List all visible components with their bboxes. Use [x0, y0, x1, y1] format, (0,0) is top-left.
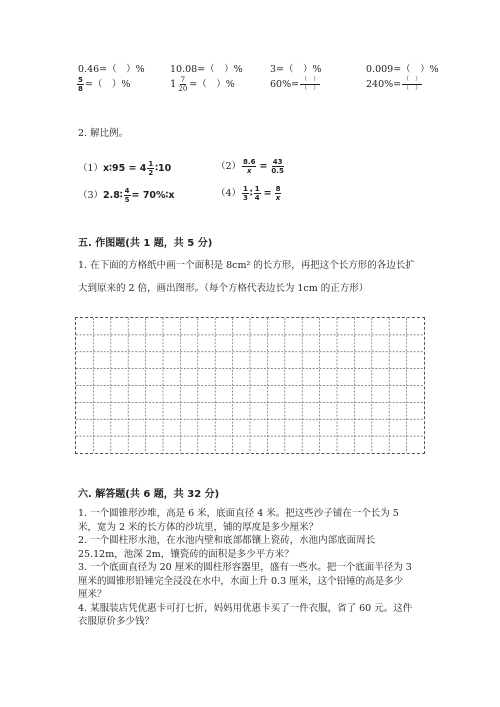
section-6-line: 4. 某服装店凭优惠卡可打七折，妈妈用优惠卡买了一件衣服，省了 60 元。这件: [78, 602, 413, 614]
section-5-line-2: 大到原来的 2 倍，画出图形。（每个方格代表边长为 1cm 的正方形）: [78, 283, 369, 294]
exercise-10-08: 10.08=（ ）%: [170, 64, 243, 75]
grid-lines: [76, 318, 424, 453]
section-5-line-1: 1. 在下面的方格纸中画一个面积是 8cm² 的长方形，再把这个长方形的各边长扩: [78, 260, 415, 271]
exercise-3: 3=（ ）%: [270, 64, 322, 75]
exercise-60-percent: 60%= $\frac{( )}{( )}$: [270, 76, 320, 92]
section-6-line: 厘米？: [78, 589, 107, 600]
section-5-title: 五. 作图题(共 1 题，共 5 分): [78, 238, 213, 249]
proportion-4: （4） $\frac{1}{3}$ ∶ $\frac{1}{4}$ = $\frac{8}{x}$: [216, 185, 281, 202]
proportion-2: （2） $\frac{8.6}{x}$ = $\frac{43}{0.5}$: [216, 158, 284, 175]
question-2-title: 2. 解比例。: [78, 128, 129, 139]
section-6-body: [78, 507, 412, 629]
section-6-title: 六. 解答题(共 6 题，共 32 分): [78, 489, 220, 500]
grid-paper[interactable]: [75, 317, 425, 454]
section-6-line: 厘米的圆锥形铅锤完全浸没在水中，水面上升 0.3 厘米，这个铅锤的高是多少: [78, 575, 404, 587]
exercise-fraction-5-8: $\frac{5}{8}$ =（ ）%: [78, 76, 131, 93]
proportion-1: （1）x∶95 = 4 $\frac{1}{2}$ ∶10: [78, 160, 172, 177]
section-6-line: 衣服原价多少钱？: [78, 616, 155, 627]
exercise-0-46: 0.46=（ ）%: [78, 64, 145, 75]
section-6-line: 3. 一个底面直径为 20 厘米的圆柱形容器里，盛有一些水。把一个底面半径为 3: [78, 562, 412, 573]
section-6-line: 1. 一个圆锥形沙堆，高是 6 米，底面直径 4 米。把这些沙子铺在一个长为 5: [78, 508, 399, 519]
exercise-0-009: 0.009=（ ）%: [366, 64, 439, 75]
exercise-240-percent: 240%= $\frac{( )}{( )}$: [366, 76, 422, 92]
exercise-mixed-1-7-20: 1 $\frac{7}{20}$ =（ ）%: [170, 76, 235, 93]
section-6-line: 25.12m，池深 2m，镶瓷砖的面积是多少平方米？: [78, 548, 294, 560]
proportion-3: （3）2.8∶ $\frac{4}{5}$ = 70%∶x: [78, 187, 175, 204]
section-6-line: 米，宽为 2 米的长方体的沙坑里，铺的厚度是多少厘米？: [78, 521, 319, 533]
section-6-line: 2. 一个圆柱形水池，在水池内壁和底部都镶上瓷砖，水池内部底面周长: [78, 535, 376, 546]
